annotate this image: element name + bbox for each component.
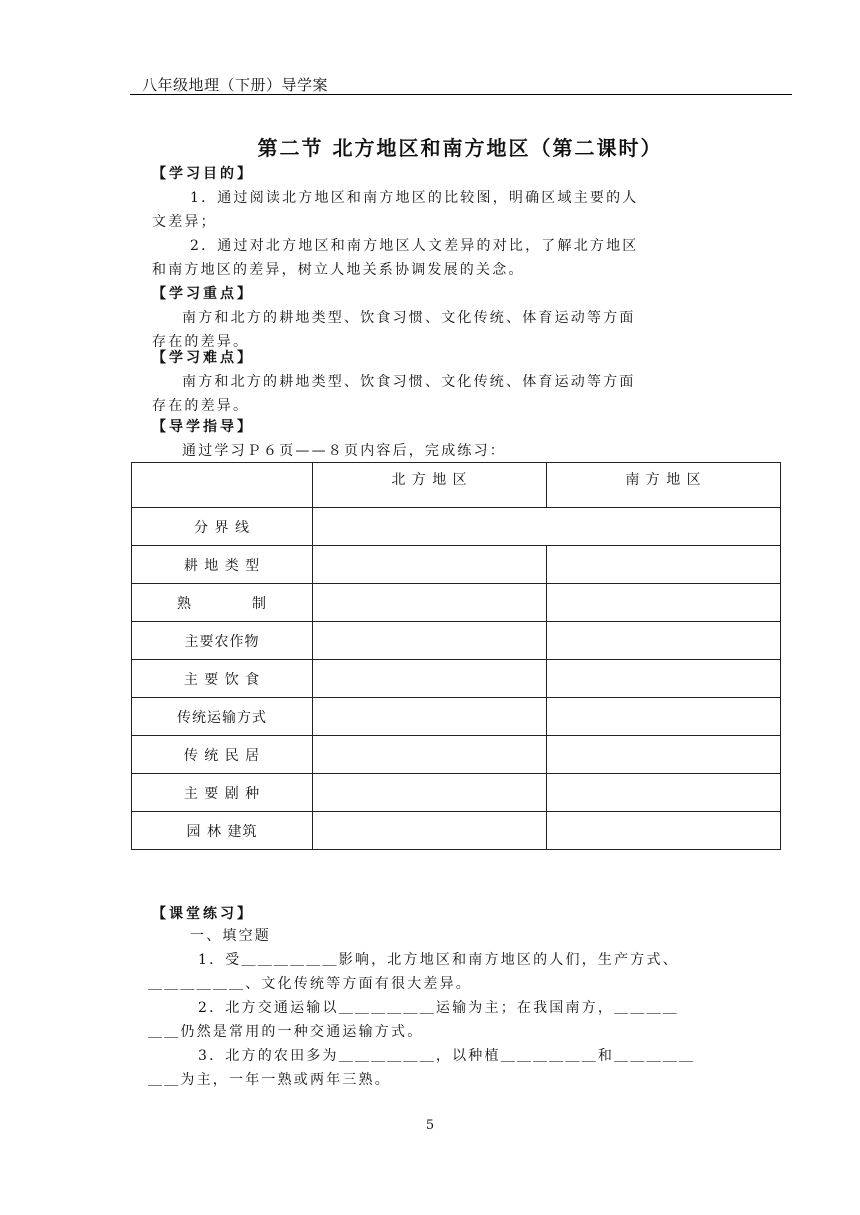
table-row bbox=[132, 736, 781, 774]
key-points-heading: 【学习重点】 bbox=[152, 286, 254, 302]
answer-cell-north[interactable] bbox=[313, 698, 547, 736]
answer-cell-north[interactable] bbox=[313, 736, 547, 774]
row-label: 传统运输方式 bbox=[132, 698, 313, 736]
column-header-south: 南 方 地 区 bbox=[547, 463, 781, 508]
answer-cell-south[interactable] bbox=[547, 774, 781, 812]
header-rule bbox=[130, 94, 792, 95]
column-header-north: 北 方 地 区 bbox=[313, 463, 547, 508]
table-row bbox=[132, 622, 781, 660]
answer-cell-south[interactable] bbox=[547, 546, 781, 584]
difficulties-line2: 存在的差异。 bbox=[152, 398, 250, 414]
guide-heading: 【导学指导】 bbox=[152, 419, 254, 435]
running-header: 八年级地理（下册）导学案 bbox=[142, 76, 329, 94]
objectives-heading: 【学习目的】 bbox=[152, 166, 254, 182]
answer-cell-north[interactable] bbox=[313, 622, 547, 660]
row-label: 分 界 线 bbox=[132, 508, 313, 546]
question-3-line2: ＿＿为主，一年一熟或两年三熟。 bbox=[148, 1072, 391, 1088]
answer-cell-south[interactable] bbox=[547, 812, 781, 850]
answer-cell-south[interactable] bbox=[547, 584, 781, 622]
page-number-text: 5 bbox=[425, 1118, 435, 1133]
table-row bbox=[132, 698, 781, 736]
guide-line1: 通过学习Ｐ６页——８页内容后，完成练习： bbox=[182, 443, 506, 459]
row-label: 传 统 民 居 bbox=[132, 736, 313, 774]
key-points-line1: 南方和北方的耕地类型、饮食习惯、文化传统、体育运动等方面 bbox=[182, 310, 636, 326]
row-label: 主要农作物 bbox=[132, 622, 313, 660]
answer-cell-north[interactable] bbox=[313, 660, 547, 698]
answer-cell[interactable] bbox=[313, 508, 781, 546]
question-1-line2: ＿＿＿＿＿＿、文化传统等方面有很大差异。 bbox=[148, 976, 472, 992]
objective-1-line2: 文差异； bbox=[152, 214, 217, 230]
difficulties-line1: 南方和北方的耕地类型、饮食习惯、文化传统、体育运动等方面 bbox=[182, 374, 636, 390]
answer-cell-north[interactable] bbox=[313, 774, 547, 812]
answer-cell-north[interactable] bbox=[313, 584, 547, 622]
answer-cell-south[interactable] bbox=[547, 736, 781, 774]
answer-cell-south[interactable] bbox=[547, 660, 781, 698]
page-title: 第二节 北方地区和南方地区（第二课时） bbox=[257, 136, 663, 160]
row-label: 熟 制 bbox=[132, 584, 313, 622]
table-row bbox=[132, 546, 781, 584]
table-row bbox=[132, 660, 781, 698]
difficulties-heading: 【学习难点】 bbox=[152, 350, 254, 366]
key-points-line2: 存在的差异。 bbox=[152, 334, 250, 350]
comparison-table bbox=[131, 462, 781, 850]
objective-1-line1: 1．通过阅读北方地区和南方地区的比较图，明确区域主要的人 bbox=[190, 190, 639, 206]
question-2-line2: ＿＿仍然是常用的一种交通运输方式。 bbox=[148, 1024, 424, 1040]
question-3-line1: 3．北方的农田多为＿＿＿＿＿＿，以种植＿＿＿＿＿＿和＿＿＿＿＿ bbox=[198, 1048, 696, 1064]
answer-cell-south[interactable] bbox=[547, 622, 781, 660]
table-row bbox=[132, 508, 781, 546]
table-corner-cell bbox=[132, 463, 313, 508]
objective-2-line1: 2．通过对北方地区和南方地区人文差异的对比，了解北方地区 bbox=[190, 238, 639, 254]
question-1-line1: 1．受＿＿＿＿＿＿影响，北方地区和南方地区的人们，生产方式、 bbox=[198, 952, 679, 968]
answer-cell-south[interactable] bbox=[547, 698, 781, 736]
question-2-line1: 2．北方交通运输以＿＿＿＿＿＿运输为主；在我国南方，＿＿＿＿ bbox=[198, 1000, 679, 1016]
row-label: 耕 地 类 型 bbox=[132, 546, 313, 584]
table-row bbox=[132, 774, 781, 812]
table-header-row bbox=[132, 463, 781, 508]
answer-cell-north[interactable] bbox=[313, 812, 547, 850]
row-label: 主 要 剧 种 bbox=[132, 774, 313, 812]
fill-blank-subheading: 一、填空题 bbox=[190, 928, 271, 944]
table-row bbox=[132, 584, 781, 622]
practice-heading: 【课堂练习】 bbox=[152, 906, 254, 922]
objective-2-line2: 和南方地区的差异，树立人地关系协调发展的关念。 bbox=[152, 262, 525, 278]
row-label: 主 要 饮 食 bbox=[132, 660, 313, 698]
table-row bbox=[132, 812, 781, 850]
answer-cell-north[interactable] bbox=[313, 546, 547, 584]
row-label: 园 林 建筑 bbox=[132, 812, 313, 850]
